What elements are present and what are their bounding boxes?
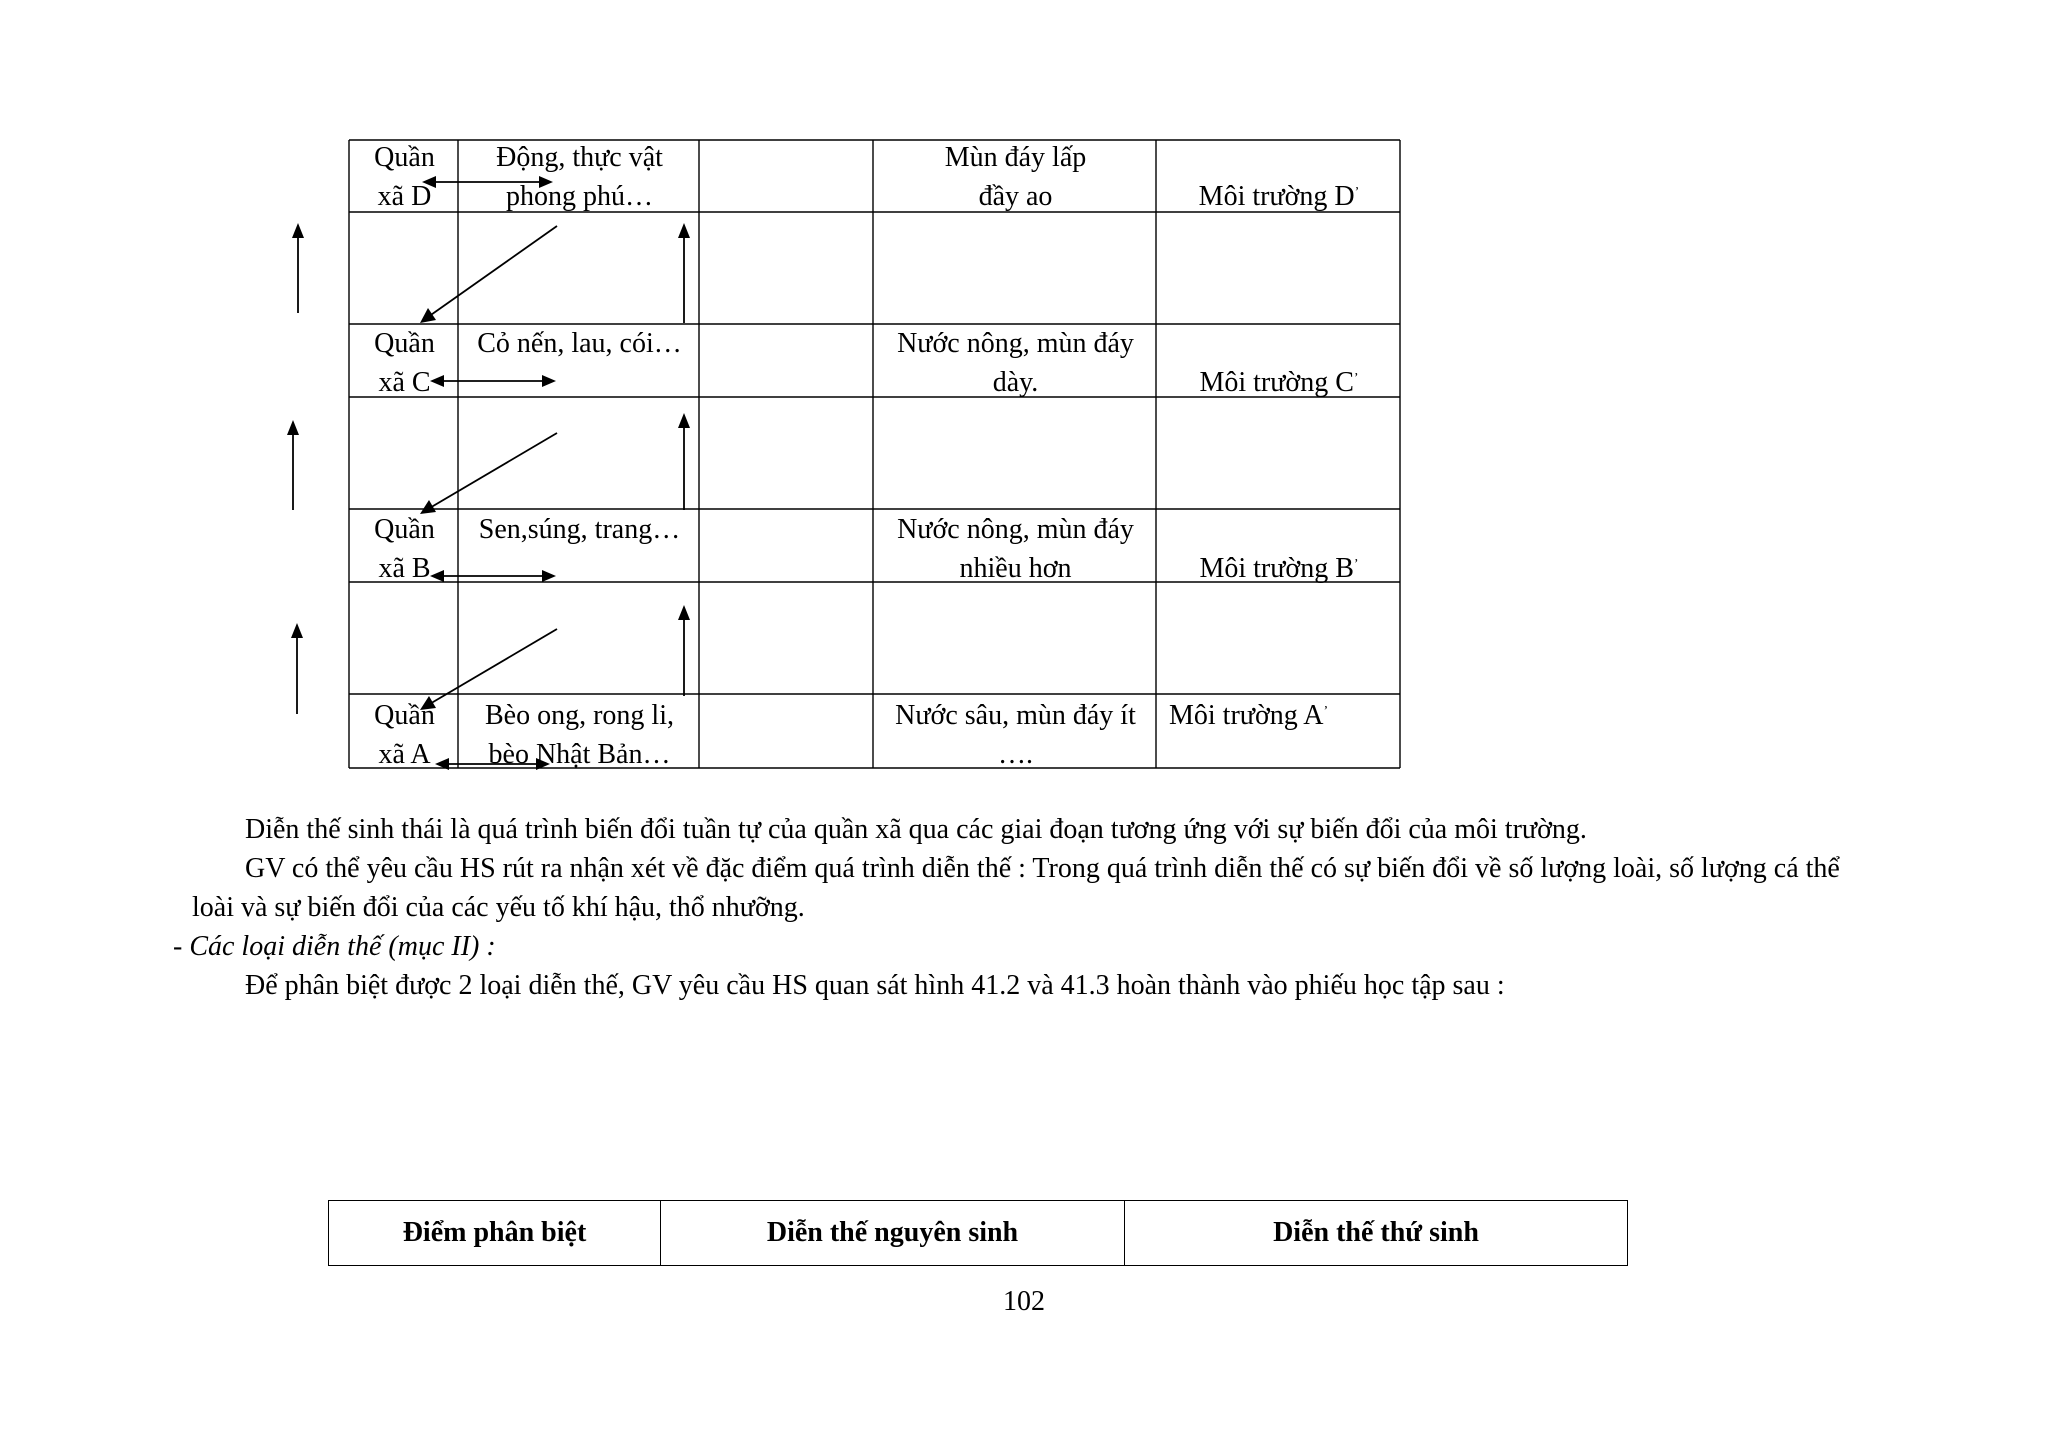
condition-cell-b (874, 510, 1157, 588)
condition-label: đầy ao (978, 181, 1053, 212)
condition-cell-d (874, 138, 1157, 216)
arrow-head-icon (420, 308, 436, 323)
environment-label: Môi trường B (1199, 553, 1354, 584)
diagram-grid (349, 140, 1400, 768)
stage-cell-d (350, 138, 459, 216)
stage-cell-c (350, 324, 459, 402)
arrow-head-icon (542, 570, 556, 582)
environment-cell-d (1157, 177, 1401, 216)
species-label: phong phú… (506, 181, 653, 212)
table-header-criteria: Điểm phân biệt (402, 1217, 587, 1248)
stage-cell-b (350, 510, 459, 588)
environment-label: Môi trường A (1169, 700, 1324, 731)
stage-label: xã C (378, 367, 431, 398)
arrow-head-icon (292, 223, 304, 238)
condition-label: Nước nông, mùn đáy (897, 328, 1134, 359)
condition-label: Mùn đáy lấp (944, 142, 1087, 173)
diagonal-arrow (428, 226, 557, 317)
species-cell-d (459, 138, 700, 216)
species-cell-c (459, 324, 700, 363)
environment-cell-a (1157, 696, 1401, 735)
succession-diagram (280, 130, 1420, 790)
stage-label: xã D (377, 181, 432, 212)
condition-label: Nước sâu, mùn đáy ít (895, 700, 1136, 731)
stage-label: Quần (374, 142, 435, 173)
stage-cell-a (350, 696, 459, 774)
paragraph-instruction: Để phân biệt được 2 loại diễn thế, GV yêu cầu HS quan sát hình 41.2 và 41.3 hoàn thành vào phiếu học tập sau : (245, 970, 1505, 1001)
arrow-head-icon (678, 413, 690, 428)
arrow-head-icon (542, 375, 556, 387)
arrow-head-icon (287, 420, 299, 435)
worksheet-table (328, 1200, 1628, 1266)
species-label: Cỏ nến, lau, cói… (477, 328, 682, 359)
species-label: Động, thực vật (496, 142, 663, 173)
environment-label: Môi trường C (1199, 367, 1354, 398)
condition-cell-a (874, 696, 1157, 774)
species-cell-a (459, 696, 700, 774)
species-cell-b (459, 510, 700, 549)
species-label: bèo Nhật Bản… (488, 739, 671, 770)
section-heading: - Các loại diễn thế (mục II) : (173, 931, 496, 962)
stage-label: xã A (378, 739, 431, 770)
stage-label: Quần (374, 328, 435, 359)
condition-label: dày. (992, 367, 1039, 398)
condition-label: Nước nông, mùn đáy (897, 514, 1134, 545)
stage-label: Quần (374, 700, 435, 731)
arrow-head-icon (678, 605, 690, 620)
stage-label: Quần (374, 514, 435, 545)
table-header-secondary-succession: Diễn thế thứ sinh (1124, 1201, 1627, 1265)
table-header-primary-succession: Diễn thế nguyên sinh (660, 1201, 1124, 1265)
environment-cell-b (1157, 549, 1401, 588)
condition-cell-c (874, 324, 1157, 402)
paragraph-remark-line2: loài và sự biến đổi của các yếu tố khí hậu, thổ nhưỡng. (192, 892, 805, 923)
prime-mark: ’ (1353, 557, 1359, 572)
prime-mark: ’ (1323, 704, 1329, 719)
diagram-arrows (287, 176, 690, 770)
species-label: Bèo ong, rong li, (485, 700, 674, 731)
environment-cell-c (1157, 363, 1401, 402)
arrow-head-icon (291, 623, 303, 638)
paragraph-definition: Diễn thế sinh thái là quá trình biến đổi tuần tự của quần xã qua các giai đoạn tương ứng với sự biến đổi của môi trường. (245, 814, 1587, 845)
environment-label: Môi trường D (1198, 181, 1355, 212)
species-label: Sen,súng, trang… (478, 514, 681, 545)
prime-mark: ’ (1354, 185, 1360, 200)
arrow-head-icon (678, 223, 690, 238)
condition-label: …. (998, 739, 1033, 770)
prime-mark: ’ (1353, 371, 1359, 386)
paragraph-remark-line1: GV có thể yêu cầu HS rút ra nhận xét về đặc điểm quá trình diễn thế : Trong quá trình diễn thế có sự biến đổi về số lượng loài, số lượng cá thể (245, 853, 1840, 884)
condition-label: nhiều hơn (959, 553, 1072, 584)
page-number: 102 (1003, 1286, 1045, 1317)
stage-label: xã B (378, 553, 431, 584)
diagonal-arrow (428, 433, 557, 509)
